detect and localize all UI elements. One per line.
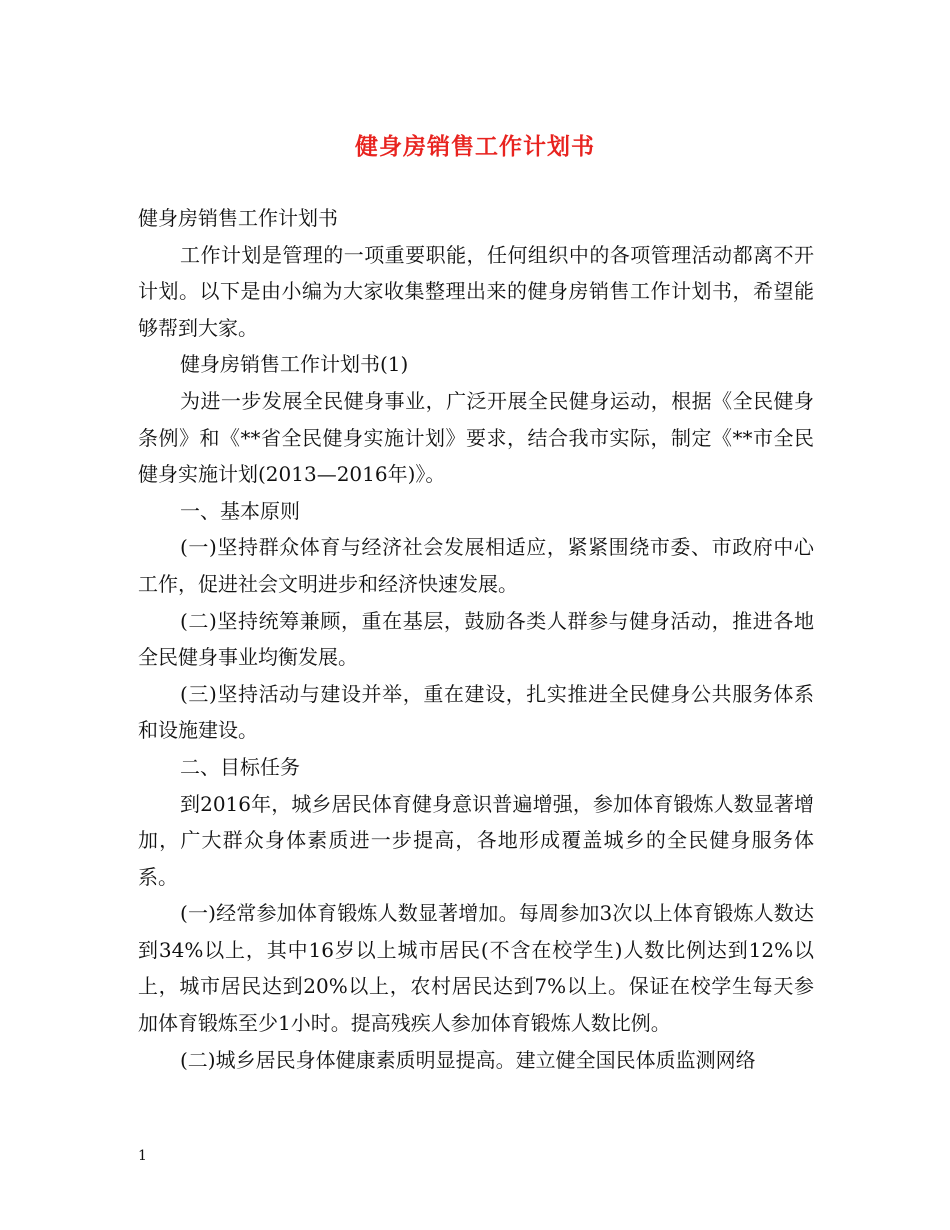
paragraph: 健身房销售工作计划书 bbox=[138, 206, 338, 230]
paragraph: 到2016年，城乡居民体育健身意识普遍增强，参加体育锻炼人数显著增加，广大群众身体素质进一步提高，各地形成覆盖城乡的全民健身服务体系。 bbox=[138, 791, 814, 889]
section-heading: 二、目标任务 bbox=[180, 754, 300, 779]
page-number: 1 bbox=[138, 1148, 147, 1164]
paragraph: 为进一步发展全民健身事业，广泛开展全民健身运动，根据《全民健身条例》和《**省全民健身实施计划》要求，结合我市实际，制定《**市全民健身实施计划(2013—2016年)》。 bbox=[138, 388, 814, 487]
paragraph: (二)城乡居民身体健康素质明显提高。建立健全国民体质监测网络 bbox=[180, 1047, 756, 1072]
paragraph: 健身房销售工作计划书(1) bbox=[180, 352, 409, 377]
paragraph: (一)经常参加体育锻炼人数显著增加。每周参加3次以上体育锻炼人数达到34%以上，其中16岁以上城市居民(不含在校学生)人数比例达到12%以上，城市居民达到20%以上，农村居民达到7%以上。保证在校学生每天参加体育锻炼至少1小时。提高残疾人参加体育锻炼人数比例。 bbox=[138, 901, 814, 1036]
document-title: 健身房销售工作计划书 bbox=[355, 133, 595, 160]
document-body bbox=[138, 200, 814, 1078]
paragraph: 工作计划是管理的一项重要职能，任何组织中的各项管理活动都离不开计划。以下是由小编为大家收集整理出来的健身房销售工作计划书，希望能够帮到大家。 bbox=[138, 242, 814, 340]
paragraph: (三)坚持活动与建设并举，重在建设，扎实推进全民健身公共服务体系和设施建设。 bbox=[138, 681, 814, 743]
paragraph: (二)坚持统筹兼顾，重在基层，鼓励各类人群参与健身活动，推进各地全民健身事业均衡发展。 bbox=[138, 608, 814, 670]
paragraph: (一)坚持群众体育与经济社会发展相适应，紧紧围绕市委、市政府中心工作，促进社会文明进步和经济快速发展。 bbox=[138, 535, 814, 596]
section-heading: 一、基本原则 bbox=[180, 498, 300, 523]
